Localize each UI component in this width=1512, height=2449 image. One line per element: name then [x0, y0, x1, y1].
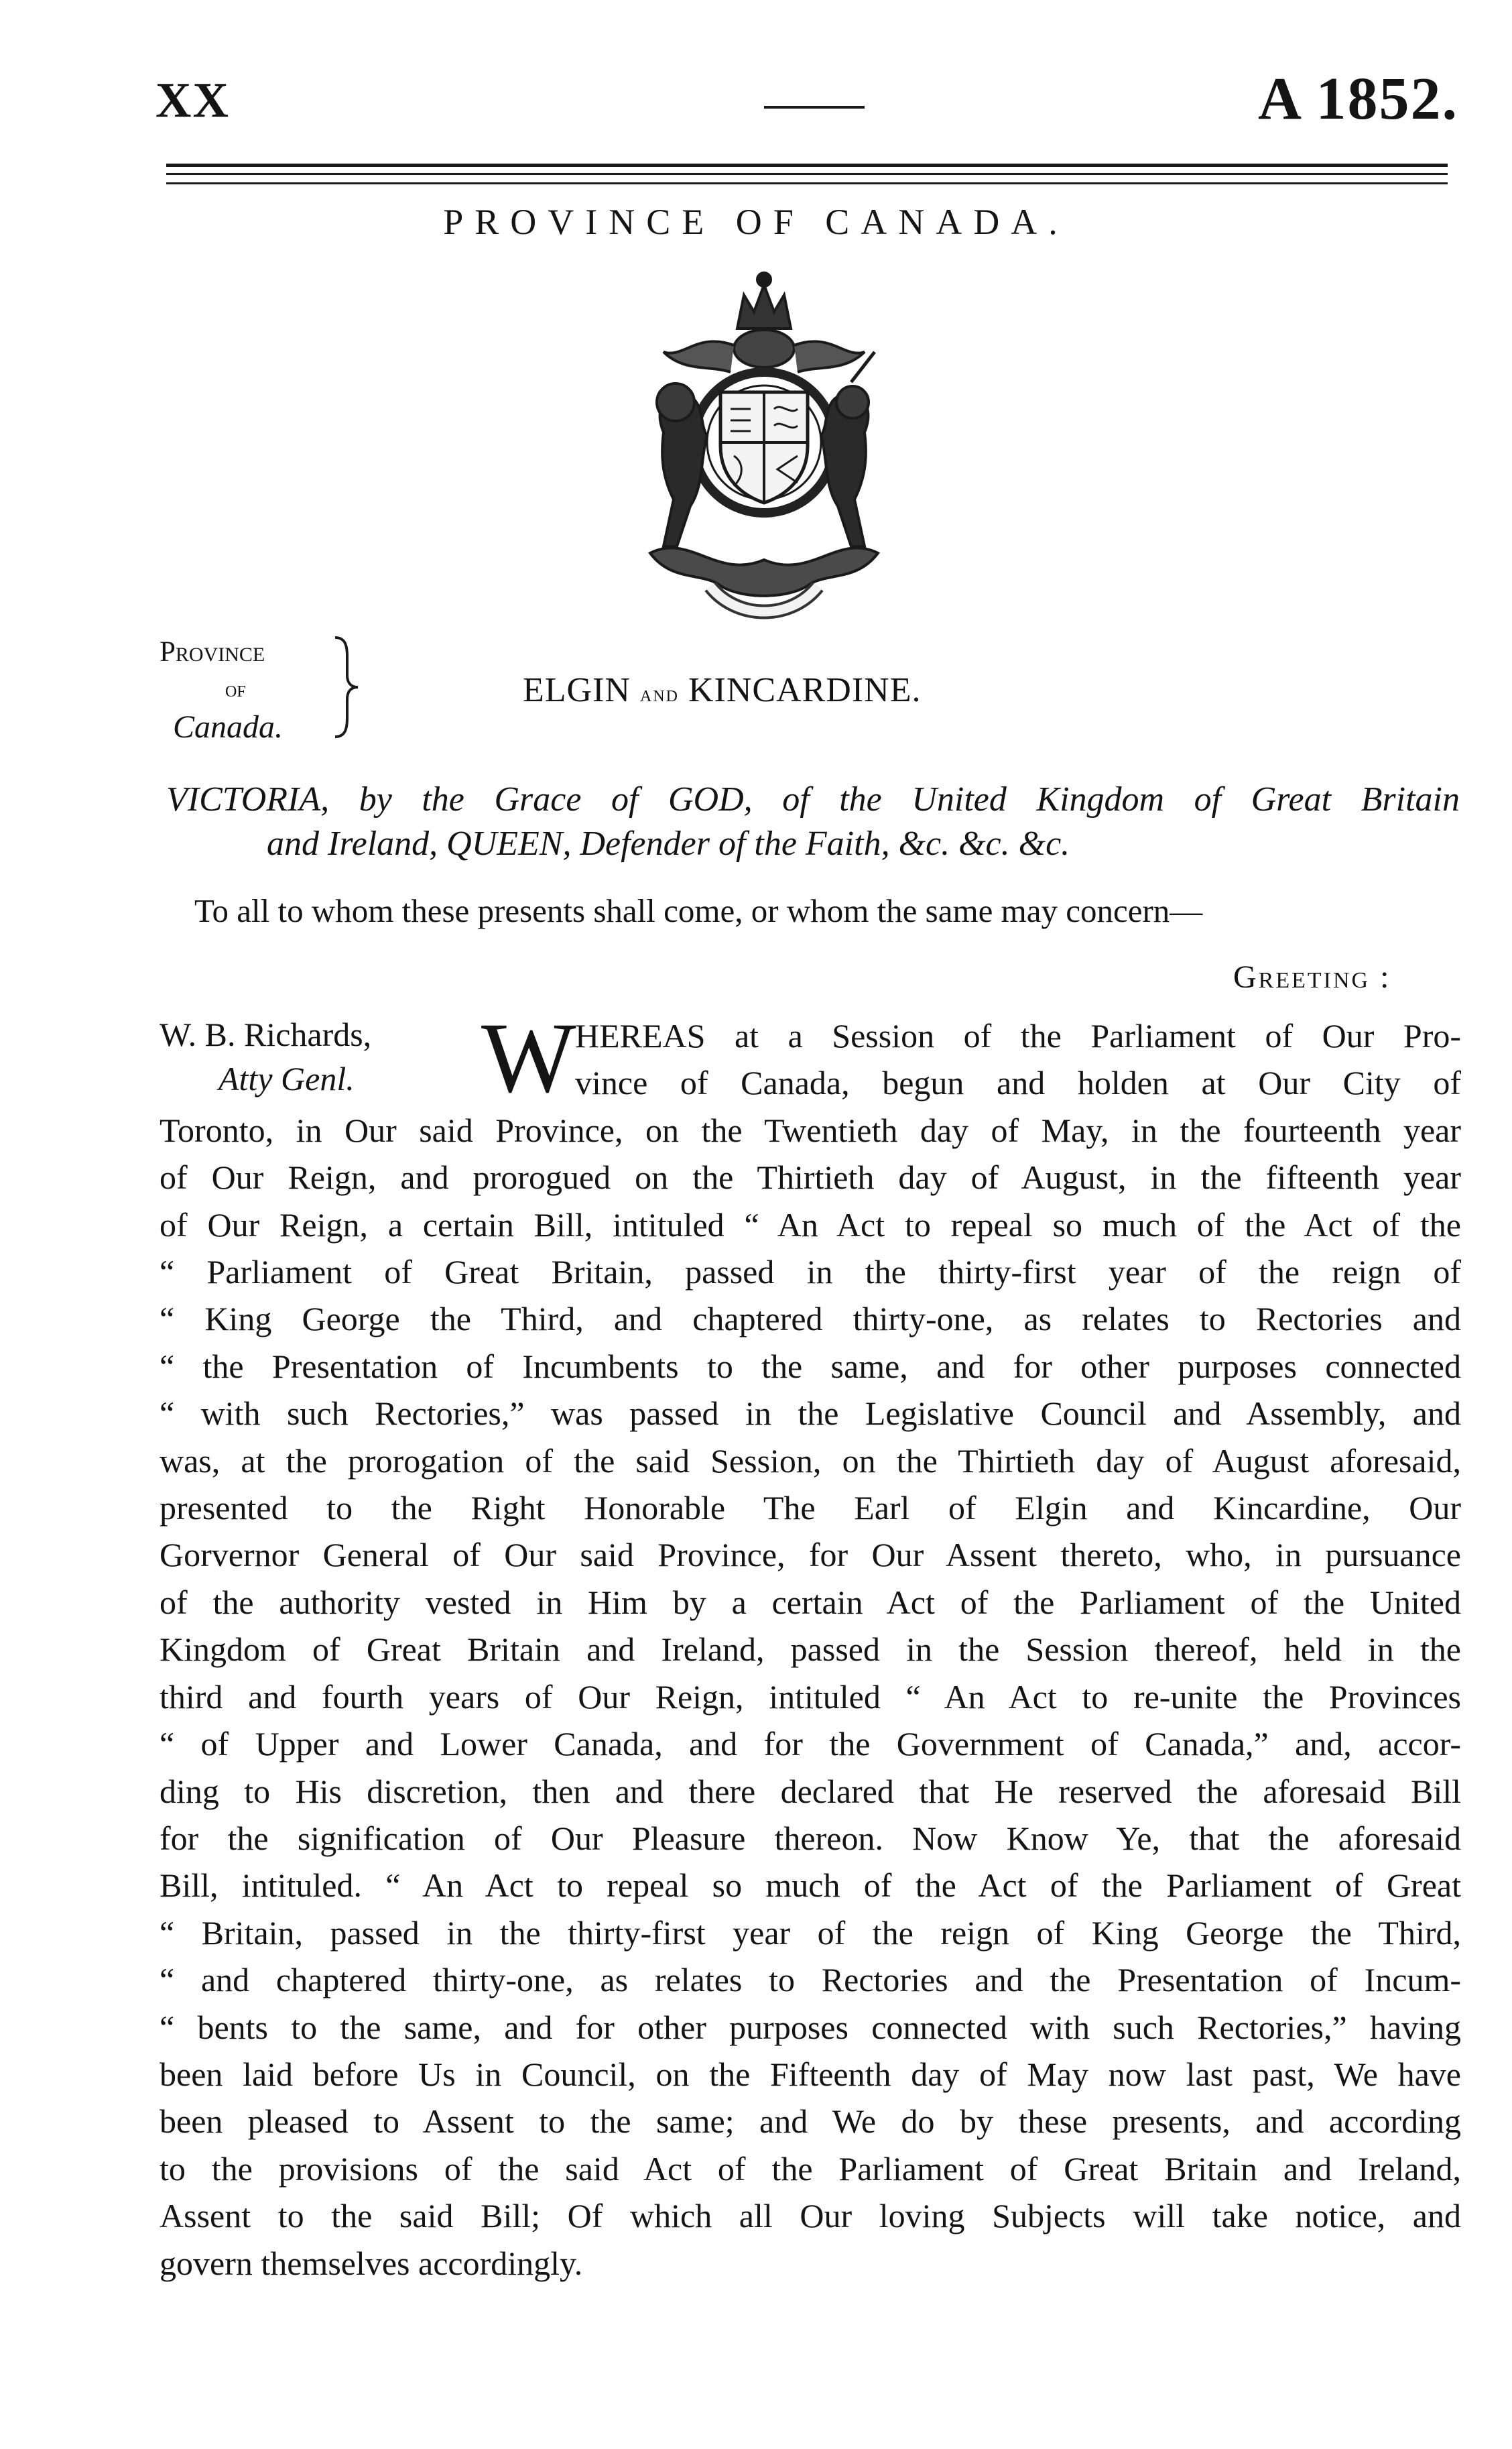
margin-province-line3: Canada. — [173, 709, 284, 745]
elgin-heading-part1: ELGIN — [523, 671, 631, 709]
body-line: been laid before Us in Council, on the Fifteenth day of May now last past, We have — [160, 2055, 1461, 2093]
body-line: “ Britain, passed in the thirty-first year of the reign of King George the Third, — [160, 1913, 1461, 1952]
body-line: for the signification of Our Pleasure thereon. Now Know Ye, that the aforesaid — [160, 1819, 1461, 1857]
body-line: presented to the Right Honorable The Earl of Elgin and Kincardine, Our — [160, 1489, 1461, 1527]
body-line: Assent to the said Bill; Of which all Our loving Subjects will take notice, and — [160, 2197, 1461, 2235]
elgin-heading-part2: KINCARDINE. — [688, 671, 922, 709]
header-rule-middle — [166, 173, 1448, 175]
greeting: Greeting : — [1233, 959, 1391, 995]
page-number: XX — [155, 73, 230, 128]
royal-style — [166, 778, 1460, 866]
year-label: A 1852. — [1257, 66, 1458, 132]
body-line: third and fourth years of Our Reign, intituled “ An Act to re-unite the Provinces — [160, 1677, 1461, 1716]
coat-of-arms-icon — [637, 265, 891, 630]
margin-province-line2: of — [225, 677, 246, 702]
body-line: to the provisions of the said Act of the Parliament of Great Britain and Ireland, — [160, 2149, 1461, 2188]
province-heading: PROVINCE OF CANADA. — [443, 202, 1069, 242]
body-line: “ and chaptered thirty-one, as relates to Rectories and the Presentation of Incum- — [160, 1961, 1461, 1999]
body-line: vince of Canada, begun and holden at Our City of — [575, 1064, 1461, 1102]
margin-brace — [330, 634, 363, 741]
body-line: Gorvernor General of Our said Province, for Our Assent thereto, who, in pursuance — [160, 1536, 1461, 1574]
body-line: Toronto, in Our said Province, on the Twentieth day of May, in the fourteenth year — [160, 1111, 1461, 1149]
signer-title: Atty Genl. — [218, 1060, 355, 1097]
body-line: of Our Reign, a certain Bill, intituled “ An Act to repeal so much of the Act of the — [160, 1205, 1461, 1244]
body-line: Kingdom of Great Britain and Ireland, passed in the Session thereof, held in the — [160, 1630, 1461, 1669]
address-line: To all to whom these presents shall come, or whom the same may concern— — [194, 892, 1203, 929]
body-line: “ of Upper and Lower Canada, and for the Government of Canada,” and, accor- — [160, 1725, 1461, 1763]
body-line: of Our Reign, and prorogued on the Thirtieth day of August, in the fifteenth year — [160, 1158, 1461, 1197]
body-line: was, at the prorogation of the said Session, on the Thirtieth day of August aforesaid, — [160, 1441, 1461, 1480]
body-line: ding to His discretion, then and there declared that He reserved the aforesaid Bill — [160, 1772, 1461, 1810]
elgin-heading-and: and — [639, 682, 679, 707]
margin-province-line1: Province — [160, 636, 265, 668]
header-rule-bottom — [166, 182, 1448, 184]
signer-name: W. B. Richards, — [160, 1016, 372, 1053]
body-line: “ King George the Third, and chaptered thirty-one, as relates to Rectories and — [160, 1300, 1461, 1338]
header-rule-top — [166, 164, 1448, 167]
elgin-heading — [523, 670, 921, 710]
body-line: “ the Presentation of Incumbents to the same, and for other purposes connected — [160, 1347, 1461, 1385]
body-line: govern themselves accordingly. — [160, 2244, 583, 2282]
body-line: of the authority vested in Him by a certain Act of the Parliament of the United — [160, 1583, 1461, 1621]
body-line: HEREAS at a Session of the Parliament of Our Pro- — [575, 1017, 1461, 1055]
body-line: “ with such Rectories,” was passed in the Legislative Council and Assembly, and — [160, 1394, 1461, 1433]
body-line: Bill, intituled. “ An Act to repeal so much of the Act of the Parliament of Great — [160, 1866, 1461, 1905]
royal-style-line2: and Ireland, QUEEN, Defender of the Faith, &c. &c. &c. — [267, 825, 1070, 863]
header-dash — [764, 106, 865, 109]
body-line: been pleased to Assent to the same; and We do by these presents, and according — [160, 2102, 1461, 2141]
royal-style-line1: VICTORIA, by the Grace of GOD, of the United Kingdom of Great Britain — [166, 780, 1460, 819]
body-line: “ bents to the same, and for other purposes connected with such Rectories,” having — [160, 2008, 1461, 2046]
proclamation-body — [160, 1012, 1461, 2287]
drop-cap: W — [481, 1002, 576, 1114]
body-line: “ Parliament of Great Britain, passed in the thirty-first year of the reign of — [160, 1253, 1461, 1291]
